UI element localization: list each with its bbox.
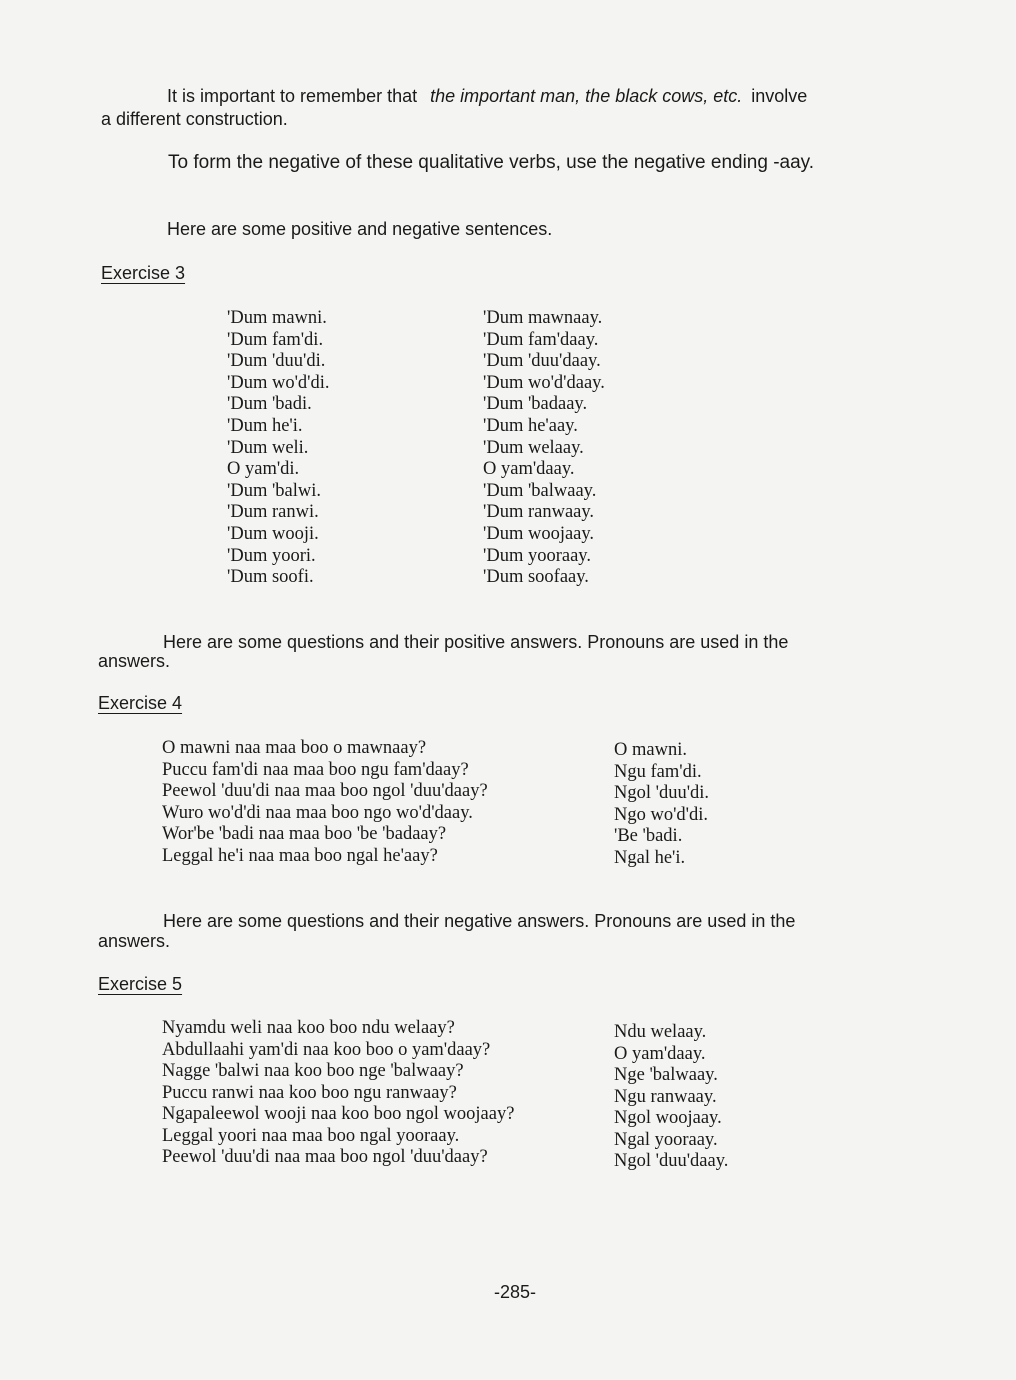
list-item: 'Dum 'duu'daay. xyxy=(483,351,601,372)
question-item: Leggal yoori naa maa boo ngal yooraay. xyxy=(162,1125,460,1146)
question-item: Leggal he'i naa maa boo ngal he'aay? xyxy=(162,845,438,866)
answer-item: Ndu welaay. xyxy=(614,1022,707,1042)
exercise3-positive-list xyxy=(227,308,330,589)
exercise3-negative-list xyxy=(483,308,605,589)
list-item: O yam'di. xyxy=(227,459,300,480)
question-item: Ngapaleewol wooji naa koo boo ngol woojaay? xyxy=(162,1104,515,1124)
list-item: 'Dum fam'daay. xyxy=(483,329,599,350)
answer-item: Nge 'balwaay. xyxy=(614,1065,718,1085)
list-item: O yam'daay. xyxy=(483,459,575,480)
list-item: 'Dum ranwi. xyxy=(227,502,319,523)
exercise5-intro-line-1: Here are some questions and their negative answers. Pronouns are used in the xyxy=(163,911,796,931)
question-item: Abdullaahi yam'di naa koo boo o yam'daay? xyxy=(162,1039,491,1060)
list-item: 'Dum 'badaay. xyxy=(483,394,588,415)
answer-item: Ngol woojaay. xyxy=(614,1108,722,1128)
answer-item: Ngol 'duu'di. xyxy=(614,783,710,803)
exercise5-questions xyxy=(162,1018,514,1169)
question-item: Puccu ranwi naa koo boo ngu ranwaay? xyxy=(162,1082,457,1103)
intro-italic-example: the important man, the black cows, etc. xyxy=(430,86,743,106)
question-item: Peewol 'duu'di naa maa boo ngol 'duu'daay? xyxy=(162,1147,488,1167)
answer-item: 'Be 'badi. xyxy=(614,826,683,846)
list-item: 'Dum wo'd'di. xyxy=(227,372,330,393)
list-item: 'Dum 'balwaay. xyxy=(483,480,597,501)
answer-item: O yam'daay. xyxy=(614,1043,706,1064)
negative-rule-text: To form the negative of these qualitative verbs, use the negative ending -aay. xyxy=(168,152,815,173)
list-item: 'Dum woojaay. xyxy=(483,523,595,544)
list-item: 'Dum he'aay. xyxy=(483,415,578,436)
question-item: O mawni naa maa boo o mawnaay? xyxy=(162,738,427,758)
answer-item: Ngol 'duu'daay. xyxy=(614,1151,729,1171)
intro-line-1 xyxy=(167,86,807,107)
list-item: 'Dum mawni. xyxy=(227,308,327,328)
question-item: Wor'be 'badi naa maa boo 'be 'badaay? xyxy=(162,824,447,844)
exercise5-intro-line-2: answers. xyxy=(98,931,171,951)
exercise4-questions xyxy=(162,738,488,867)
list-item: 'Dum 'duu'di. xyxy=(227,351,326,372)
question-item: Nyamdu weli naa koo boo ndu welaay? xyxy=(162,1018,455,1038)
question-item: Peewol 'duu'di naa maa boo ngol 'duu'daay? xyxy=(162,781,488,801)
list-item: 'Dum soofaay. xyxy=(483,567,589,588)
question-item: Nagge 'balwi naa koo boo nge 'balwaay? xyxy=(162,1061,464,1081)
list-item: 'Dum mawnaay. xyxy=(483,308,603,328)
list-item: 'Dum wo'd'daay. xyxy=(483,372,605,393)
list-item: 'Dum he'i. xyxy=(227,415,303,436)
intro-text: It is important to remember that xyxy=(167,86,418,106)
exercise4-heading: Exercise 4 xyxy=(98,693,183,713)
list-item: 'Dum wooji. xyxy=(227,523,319,544)
list-item: 'Dum 'badi. xyxy=(227,394,312,415)
exercise4-intro-line-1: Here are some questions and their positive answers. Pronouns are used in the xyxy=(163,632,789,652)
exercise4-answers xyxy=(614,740,709,869)
page-number: -285- xyxy=(494,1282,537,1302)
answer-item: Ngu ranwaay. xyxy=(614,1086,717,1107)
answer-item: Ngal yooraay. xyxy=(614,1129,718,1150)
exercise3-intro: Here are some positive and negative sentences. xyxy=(167,219,553,239)
answer-item: Ngo wo'd'di. xyxy=(614,804,709,825)
list-item: 'Dum yoori. xyxy=(227,545,316,566)
list-item: 'Dum fam'di. xyxy=(227,329,324,350)
exercise4-intro-line-2: answers. xyxy=(98,651,171,671)
list-item: 'Dum yooraay. xyxy=(483,545,591,566)
question-item: Puccu fam'di naa maa boo ngu fam'daay? xyxy=(162,759,469,780)
exercise3-heading: Exercise 3 xyxy=(101,263,186,283)
intro-line-2: a different construction. xyxy=(101,109,288,129)
list-item: 'Dum ranwaay. xyxy=(483,502,595,523)
answer-item: Ngal he'i. xyxy=(614,847,686,868)
list-item: 'Dum soofi. xyxy=(227,567,314,588)
list-item: 'Dum weli. xyxy=(227,437,309,458)
list-item: 'Dum welaay. xyxy=(483,437,584,458)
exercise5-answers xyxy=(614,1022,728,1173)
intro-text-end: involve xyxy=(751,86,808,106)
list-item: 'Dum 'balwi. xyxy=(227,480,322,501)
answer-item: O mawni. xyxy=(614,740,687,760)
answer-item: Ngu fam'di. xyxy=(614,761,702,782)
exercise5-heading: Exercise 5 xyxy=(98,974,183,994)
question-item: Wuro wo'd'di naa maa boo ngo wo'd'daay. xyxy=(162,802,473,823)
